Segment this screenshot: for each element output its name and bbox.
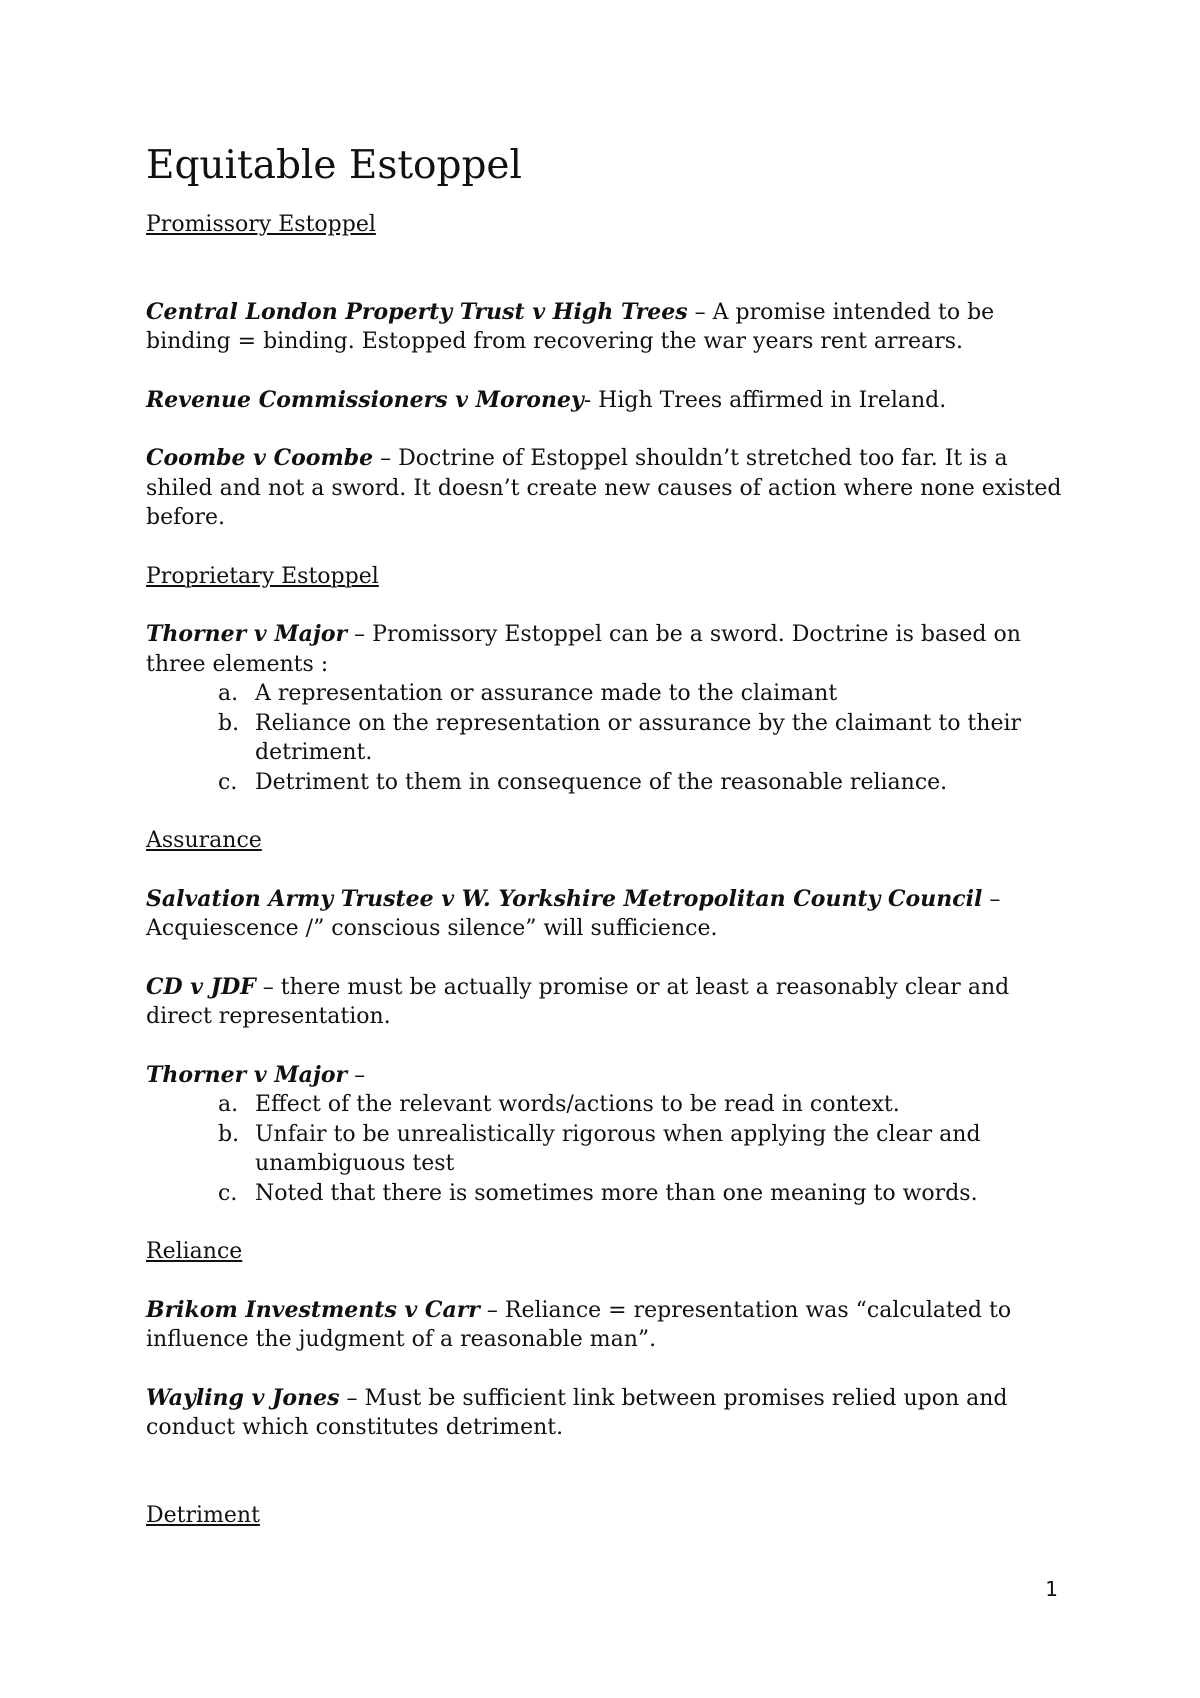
case-name: CD v JDF (146, 973, 256, 1000)
list-text: Detriment to them in consequence of the reasonable reliance. (255, 769, 948, 795)
elements-list (146, 679, 1076, 797)
list-item (146, 1120, 1076, 1179)
section-heading-reliance: Reliance (146, 1239, 243, 1264)
document-title: Equitable Estoppel (146, 143, 522, 188)
case-name: Coombe v Coombe (146, 445, 374, 471)
case-name: Revenue Commissioners v Moroney (146, 386, 584, 413)
list-item (146, 679, 1076, 709)
page-number: 1 (1045, 1577, 1058, 1601)
list-item (146, 1179, 1076, 1209)
case-name: Wayling v Jones (146, 1384, 340, 1411)
list-item (146, 1090, 1076, 1120)
case-text: – there must be actually promise or at least a reasonably clear and direct representation. (146, 974, 1010, 1029)
case-paragraph (146, 1384, 1076, 1443)
case-text: - High Trees affirmed in Ireland. (583, 387, 947, 413)
list-text: Noted that there is sometimes more than one meaning to words. (255, 1180, 978, 1206)
case-paragraph (146, 885, 1076, 944)
section-heading-proprietary: Proprietary Estoppel (146, 563, 379, 589)
case-name: Brikom Investments v Carr (146, 1296, 480, 1323)
case-text: – Promissory Estoppel can be a sword. Doctrine is based on three elements : (146, 622, 1021, 677)
case-text: – A promise intended to be binding = binding. Estopped from recovering the war years rent arrears. (146, 299, 995, 354)
list-marker: b. (218, 1121, 240, 1147)
case-paragraph (146, 973, 1076, 1032)
context-list (146, 1090, 1076, 1208)
case-name: Thorner v Major (146, 621, 348, 647)
list-marker: b. (218, 710, 240, 736)
list-item (146, 709, 1076, 768)
list-marker: c. (218, 1180, 238, 1206)
case-text: – Must be sufficient link between promises relied upon and conduct which constitutes detriment. (146, 1385, 1008, 1440)
section-heading-assurance: Assurance (146, 828, 262, 853)
case-paragraph (146, 386, 1076, 416)
section-heading-detriment: Detriment (146, 1502, 260, 1528)
list-marker: a. (218, 1092, 239, 1117)
case-paragraph (146, 1061, 1076, 1091)
list-text: Unfair to be unrealistically rigorous when applying the clear and unambiguous test (255, 1121, 981, 1176)
section-heading-promissory: Promissory Estoppel (146, 212, 376, 237)
case-name: Salvation Army Trustee v W. Yorkshire Metropolitan County Council (146, 885, 983, 912)
case-name: Thorner v Major (146, 1061, 348, 1088)
case-name: Central London Property Trust v High Trees (146, 298, 688, 325)
case-text: – (347, 1062, 366, 1088)
case-text: – Acquiescence /” conscious silence” will sufficience. (146, 886, 1001, 941)
case-paragraph (146, 298, 1076, 357)
list-text: Reliance on the representation or assurance by the claimant to their detriment. (255, 710, 1022, 765)
list-item (146, 768, 1076, 798)
list-text: Effect of the relevant words/actions to be read in context. (255, 1092, 900, 1117)
case-paragraph (146, 620, 1076, 679)
case-text: – Reliance = representation was “calculated to influence the judgment of a reasonable man”. (146, 1297, 1012, 1352)
list-marker: c. (218, 769, 238, 795)
case-paragraph (146, 1296, 1076, 1355)
list-text: A representation or assurance made to the claimant (255, 681, 838, 706)
case-paragraph (146, 444, 1076, 533)
page-content (146, 142, 1076, 1530)
case-text: – Doctrine of Estoppel shouldn’t stretched too far. It is a shiled and not a sword. It doesn’t create new causes of action where none existed before. (146, 446, 1062, 530)
list-marker: a. (218, 681, 239, 706)
